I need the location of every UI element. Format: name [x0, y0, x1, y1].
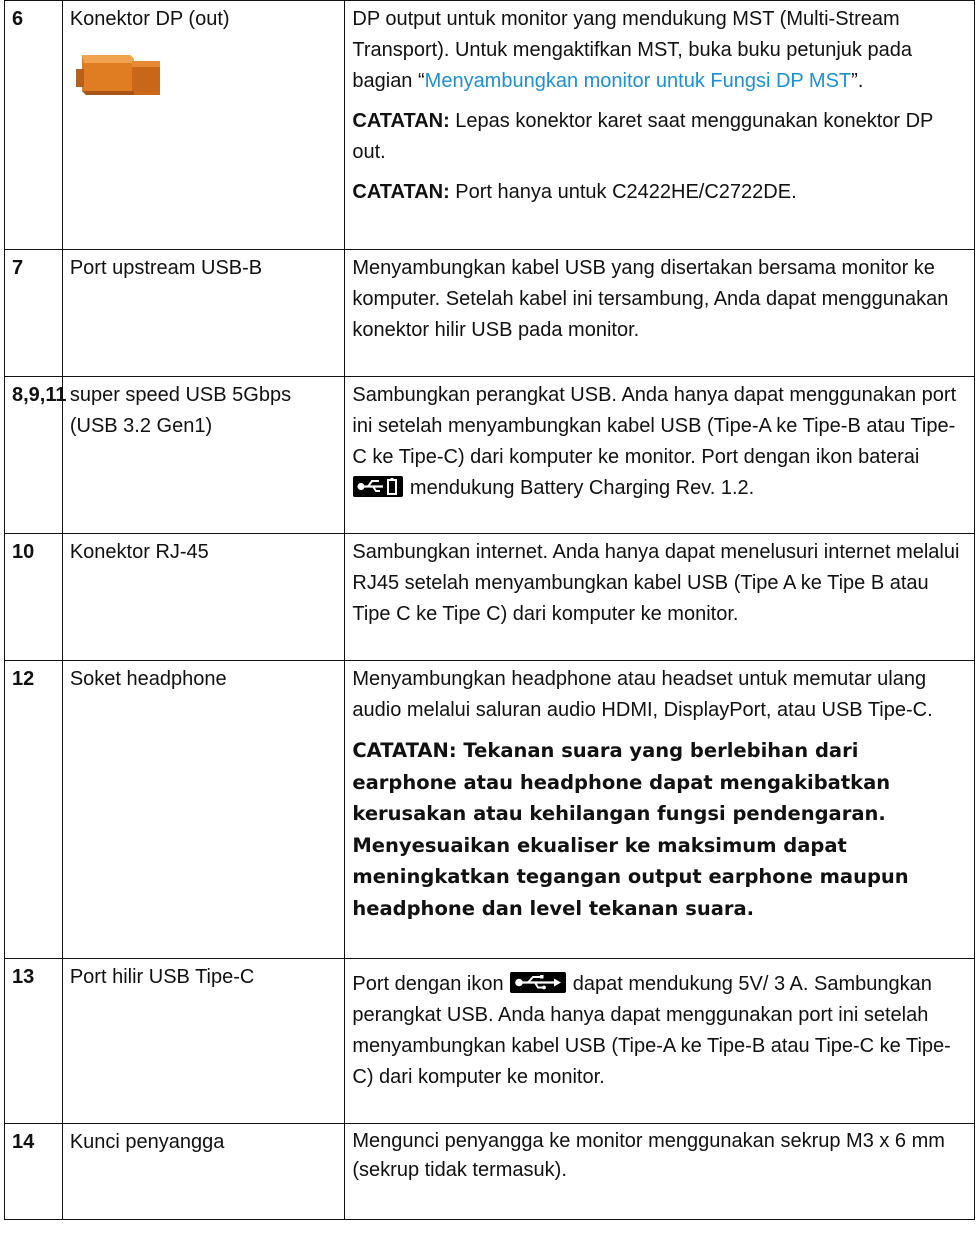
note-label: CATATAN: [352, 181, 450, 203]
section-link[interactable]: Menyambungkan monitor untuk Fungsi DP MST [424, 70, 852, 92]
table-row [5, 1, 975, 250]
description-part: dapat mendukung 5V/ 3 A. Sambungkan perangkat USB. Anda hanya dapat menggunakan port ini setelah menyambungkan kabel USB (Tipe-A ke Tipe-B atau Tipe-C ke Tipe-C) dari komputer ke monitor. [352, 973, 951, 1088]
dp-out-connector-icon [72, 45, 162, 105]
port-name-cell [62, 1, 345, 250]
note-text: Lepas konektor karet saat menggunakan konektor DP out. [352, 110, 934, 163]
note-label: CATATAN: [352, 110, 450, 132]
note-text: Port hanya untuk C2422HE/C2722DE. [449, 181, 797, 203]
description-text [352, 4, 964, 97]
table-row [5, 661, 975, 959]
row-number: 12 [5, 661, 63, 959]
usb-icon [510, 972, 566, 993]
port-name: Kunci penyangga [62, 1124, 345, 1220]
note-model-only [352, 177, 964, 208]
description-text: Menyambungkan kabel USB yang disertakan bersama monitor ke komputer. Setelah kabel ini tersambung, Anda dapat menggunakan konektor hilir USB pada monitor. [345, 250, 975, 377]
port-name: Port hilir USB Tipe-C [62, 959, 345, 1124]
row-number: 8,9,11 [5, 377, 63, 534]
description-part: Port dengan ikon [352, 973, 510, 995]
port-spec-table [4, 0, 975, 1220]
description-cell [345, 661, 975, 959]
port-name: Soket headphone [62, 661, 345, 959]
description-part: ”. [851, 70, 864, 92]
description-part: mendukung Battery Charging Rev. 1.2. [404, 477, 755, 499]
table-row [5, 534, 975, 661]
description-cell [345, 959, 975, 1124]
description-part: Sambungkan perangkat USB. Anda hanya dapat menggunakan port ini setelah menyambungkan kabel USB (Tipe-A ke Tipe-B atau Tipe-C ke Tipe-C) dari komputer ke monitor. Port dengan ikon baterai [352, 384, 957, 468]
port-name: Konektor RJ-45 [62, 534, 345, 661]
table-row [5, 1124, 975, 1220]
table-row [5, 250, 975, 377]
hearing-warning-note: CATATAN: Tekanan suara yang berlebihan dari earphone atau headphone dapat mengakibatkan kerusakan atau kehilangan fungsi pendengaran. Menyesuaikan ekualiser ke maksimum dapat meningkatkan tegangan output earphone maupun headphone dan level tekanan suara. [352, 739, 909, 920]
usb-battery-charging-icon [353, 476, 403, 497]
description-cell [345, 377, 975, 534]
row-number: 14 [5, 1124, 63, 1220]
port-name: Port upstream USB-B [62, 250, 345, 377]
table-row [5, 377, 975, 534]
note-rubber-connector [352, 106, 964, 168]
description-text: Menyambungkan headphone atau headset untuk memutar ulang audio melalui saluran audio HDMI, DisplayPort, atau USB Tipe-C. [352, 668, 933, 721]
description-text: Mengunci penyangga ke monitor menggunakan sekrup M3 x 6 mm (sekrup tidak termasuk). [345, 1124, 975, 1220]
description-part: DP output untuk monitor yang mendukung MST (Multi-Stream Transport). Untuk mengaktifkan MST, buka buku petunjuk pada bagian “ [352, 8, 912, 92]
description-text: Sambungkan internet. Anda hanya dapat menelusuri internet melalui RJ45 setelah menyambungkan kabel USB (Tipe A ke Tipe B atau Tipe C ke Tipe C) dari komputer ke monitor. [345, 534, 975, 661]
row-number: 6 [5, 1, 63, 250]
row-number: 13 [5, 959, 63, 1124]
table-row [5, 959, 975, 1124]
row-number: 7 [5, 250, 63, 377]
port-name: super speed USB 5Gbps (USB 3.2 Gen1) [62, 377, 345, 534]
description-cell [345, 1, 975, 250]
port-name: Konektor DP (out) [69, 8, 230, 30]
row-number: 10 [5, 534, 63, 661]
